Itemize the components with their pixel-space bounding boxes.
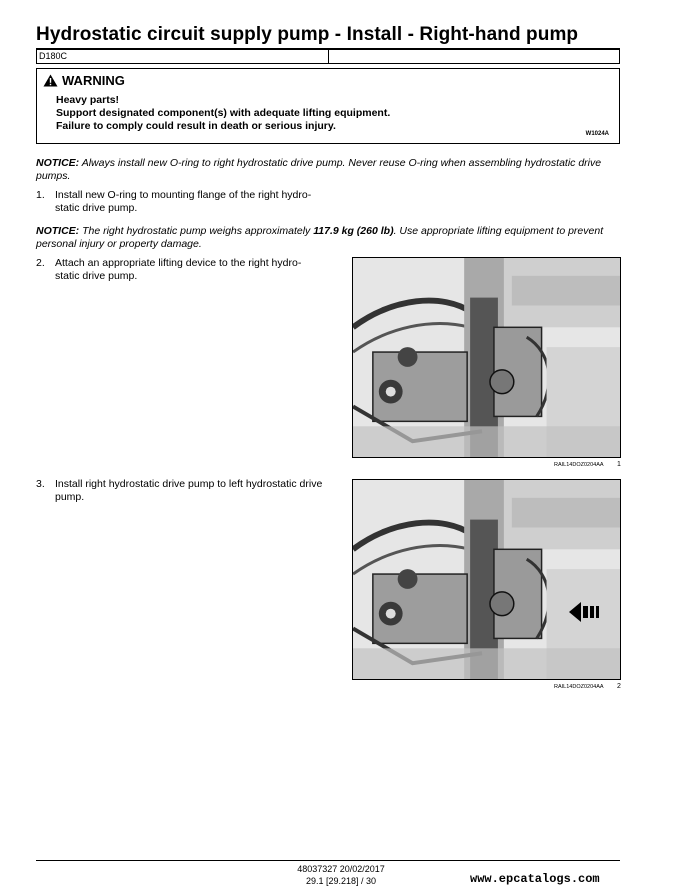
step-number: 1. (36, 189, 45, 201)
step-number: 2. (36, 257, 45, 269)
notice-label: NOTICE: (36, 225, 80, 237)
step-text: Install right hydrostatic drive pump to left hydrostatic drive pump. (55, 478, 323, 503)
page-title: Hydrostatic circuit supply pump - Install - Right-hand pump (36, 24, 579, 45)
footer-rule (36, 860, 620, 861)
step-text: Install new O-ring to mounting flange of the right hydro-static drive pump. (55, 189, 312, 214)
footer-page-number: 29.1 [29.218] / 30 (305, 876, 377, 886)
notice-label: NOTICE: (36, 157, 80, 169)
model-table (36, 50, 620, 64)
warning-header (43, 73, 125, 88)
figure-2-pump-install-photo (352, 479, 621, 680)
pump-weight: 117.9 kg (260 lb) (313, 225, 394, 237)
notice-text-end: . Use appropriate lifting equipment to prevent personal injury or property damage. (36, 225, 604, 250)
warning-title: WARNING (62, 73, 125, 88)
figure-number: 2 (617, 683, 621, 690)
notice-text-start: The right hydrostatic pump weighs approximately (82, 225, 311, 237)
footer-doc-id: 48037327 20/02/2017 (297, 864, 385, 874)
notice-text: Always install new O-ring to right hydrostatic drive pump. Never reuse O-ring when assembling hydrostatic drive pumps. (36, 157, 602, 182)
model-empty-cell (328, 50, 619, 63)
step-2 (36, 257, 325, 283)
figure-code: RAIL14DOZ0204AA (554, 462, 604, 468)
direction-arrow-icon (569, 602, 603, 622)
warning-text (56, 94, 390, 133)
notice-weight (36, 225, 622, 251)
warning-box (36, 68, 620, 144)
watermark: www.epcatalogs.com (470, 872, 600, 886)
warning-code: W1024A (585, 131, 609, 137)
step-1 (36, 189, 325, 215)
notice-oring (36, 157, 622, 183)
figure-1-pump-lifting-photo (352, 257, 621, 458)
warning-line: Failure to comply could result in death or serious injury. (56, 120, 336, 132)
figure-code: RAIL14DOZ0204AA (554, 684, 604, 690)
warning-line: Support designated component(s) with adequate lifting equipment. (56, 107, 391, 119)
step-text: Attach an appropriate lifting device to the right hydro-static drive pump. (55, 257, 302, 282)
model-label: D180C (39, 51, 68, 61)
figure-number: 1 (617, 461, 621, 468)
step-number: 3. (36, 478, 45, 490)
step-3 (36, 478, 325, 504)
warning-triangle-icon (43, 74, 58, 87)
warning-line: Heavy parts! (56, 94, 120, 106)
